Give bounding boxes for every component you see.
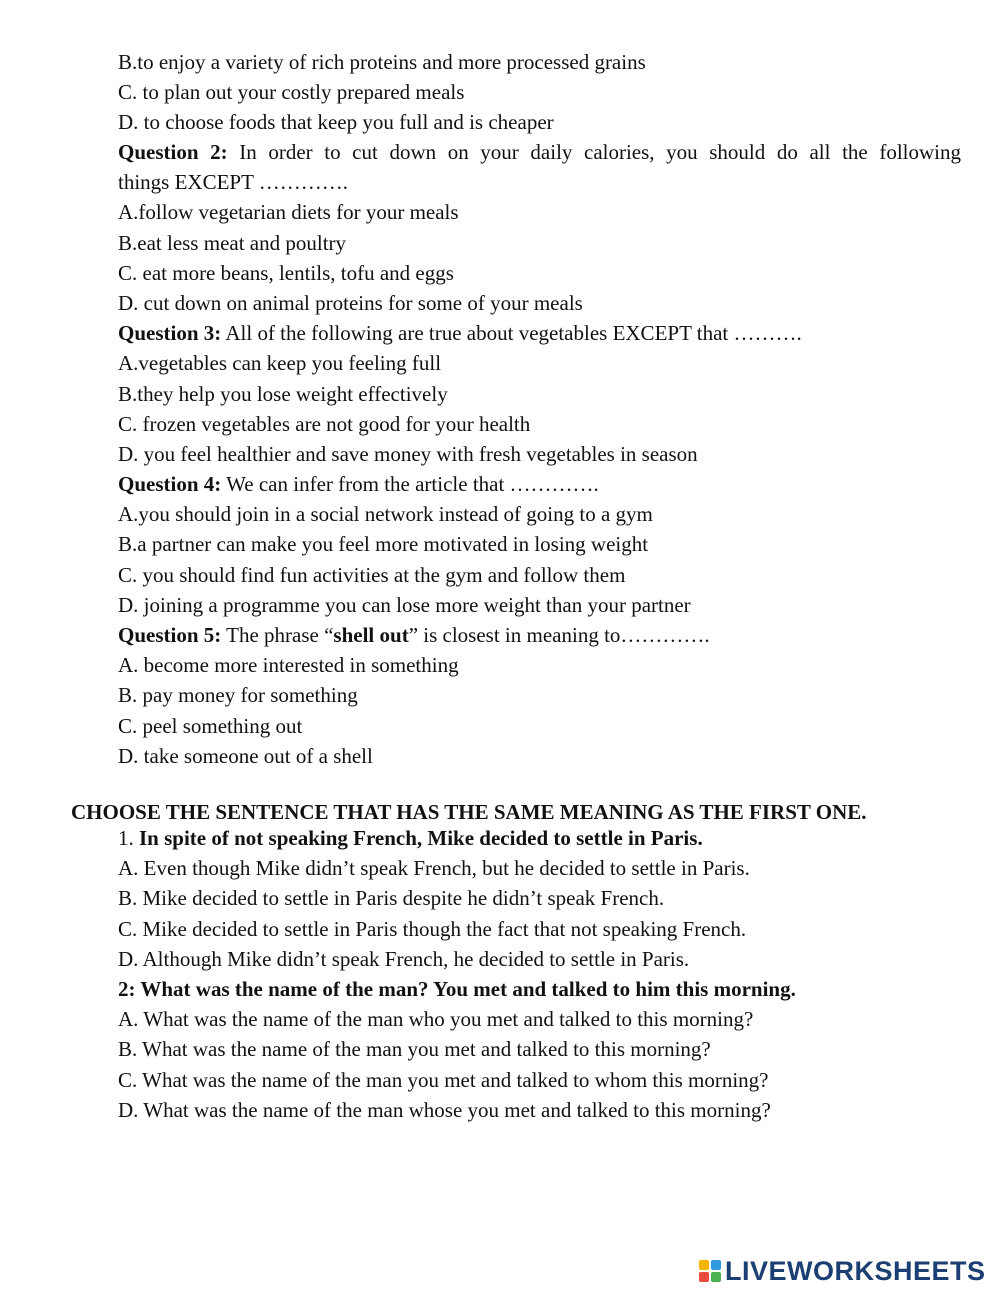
q3-option-b[interactable]: B.they help you lose weight effectively	[118, 382, 448, 406]
logo-text: LIVEWORKSHEETS	[725, 1255, 986, 1286]
q5-stem-post: ” is closest in meaning to………….	[408, 623, 710, 647]
q5-option-b[interactable]: B. pay money for something	[118, 683, 358, 707]
item2-option-a[interactable]: A. What was the name of the man who you met and talked to this morning?	[118, 1007, 754, 1031]
item1-prompt-text: In spite of not speaking French, Mike decided to settle in Paris.	[139, 826, 703, 850]
q3-option-c[interactable]: C. frozen vegetables are not good for your health	[118, 412, 531, 436]
logo-square-2	[711, 1260, 721, 1270]
q5-option-a[interactable]: A. become more interested in something	[118, 653, 459, 677]
q4-stem	[118, 469, 599, 499]
q2-stem	[118, 137, 961, 167]
q4-option-b[interactable]: B.a partner can make you feel more motivated in losing weight	[118, 532, 649, 556]
item1-option-d[interactable]: D. Although Mike didn’t speak French, he decided to settle in Paris.	[118, 947, 690, 971]
q5-option-c[interactable]: C. peel something out	[118, 714, 303, 738]
q4-label: Question 4:	[118, 472, 222, 496]
q4-option-c[interactable]: C. you should find fun activities at the gym and follow them	[118, 563, 626, 587]
q2-option-b[interactable]: B.eat less meat and poultry	[118, 231, 347, 255]
q3-option-d[interactable]: D. you feel healthier and save money with fresh vegetables in season	[118, 442, 698, 466]
q1-option-c[interactable]: C. to plan out your costly prepared meals	[118, 80, 465, 104]
q2-option-c[interactable]: C. eat more beans, lentils, tofu and eggs	[118, 261, 454, 285]
item2-option-d[interactable]: D. What was the name of the man whose you met and talked to this morning?	[118, 1098, 771, 1122]
q5-stem	[118, 620, 710, 650]
item1-option-a[interactable]: A. Even though Mike didn’t speak French, but he decided to settle in Paris.	[118, 856, 750, 880]
q5-stem-pre: The phrase “	[221, 623, 334, 647]
q3-option-a[interactable]: A.vegetables can keep you feeling full	[118, 351, 442, 375]
q5-stem-phrase: shell out	[333, 623, 409, 647]
q2-option-d[interactable]: D. cut down on animal proteins for some of your meals	[118, 291, 583, 315]
q2-label: Question 2:	[118, 140, 228, 164]
item1-option-c[interactable]: C. Mike decided to settle in Paris though the fact that not speaking French.	[118, 917, 747, 941]
q5-label: Question 5:	[118, 623, 222, 647]
item1-prompt	[118, 823, 703, 853]
logo-square-3	[699, 1272, 709, 1282]
logo-grid-icon	[699, 1260, 721, 1282]
item2-option-b[interactable]: B. What was the name of the man you met and talked to this morning?	[118, 1037, 711, 1061]
q4-option-a[interactable]: A.you should join in a social network instead of going to a gym	[118, 502, 653, 526]
section-heading: CHOOSE THE SENTENCE THAT HAS THE SAME MEANING AS THE FIRST ONE.	[71, 800, 867, 824]
q3-stem-text: All of the following are true about vegetables EXCEPT that ……….	[221, 321, 802, 345]
q3-stem	[118, 318, 802, 348]
q4-option-d[interactable]: D. joining a programme you can lose more weight than your partner	[118, 593, 691, 617]
logo-square-1	[699, 1260, 709, 1270]
liveworksheets-logo[interactable]	[699, 1256, 986, 1286]
q1-option-b[interactable]: B.to enjoy a variety of rich proteins and more processed grains	[118, 50, 646, 74]
item1-option-b[interactable]: B. Mike decided to settle in Paris despite he didn’t speak French.	[118, 886, 665, 910]
q2-option-a[interactable]: A.follow vegetarian diets for your meals	[118, 200, 459, 224]
q4-stem-text: We can infer from the article that ………….	[221, 472, 599, 496]
q5-option-d[interactable]: D. take someone out of a shell	[118, 744, 373, 768]
item2-option-c[interactable]: C. What was the name of the man you met and talked to whom this morning?	[118, 1068, 769, 1092]
q1-option-d[interactable]: D. to choose foods that keep you full and is cheaper	[118, 110, 554, 134]
q3-label: Question 3:	[118, 321, 222, 345]
item1-number: 1.	[118, 826, 139, 850]
q2-stem-continued: things EXCEPT ………….	[118, 170, 349, 194]
item2-prompt: 2: What was the name of the man? You met and talked to him this morning.	[118, 977, 796, 1001]
logo-square-4	[711, 1272, 721, 1282]
q2-stem-text: In order to cut down on your daily calories, you should do all the following	[227, 140, 961, 164]
